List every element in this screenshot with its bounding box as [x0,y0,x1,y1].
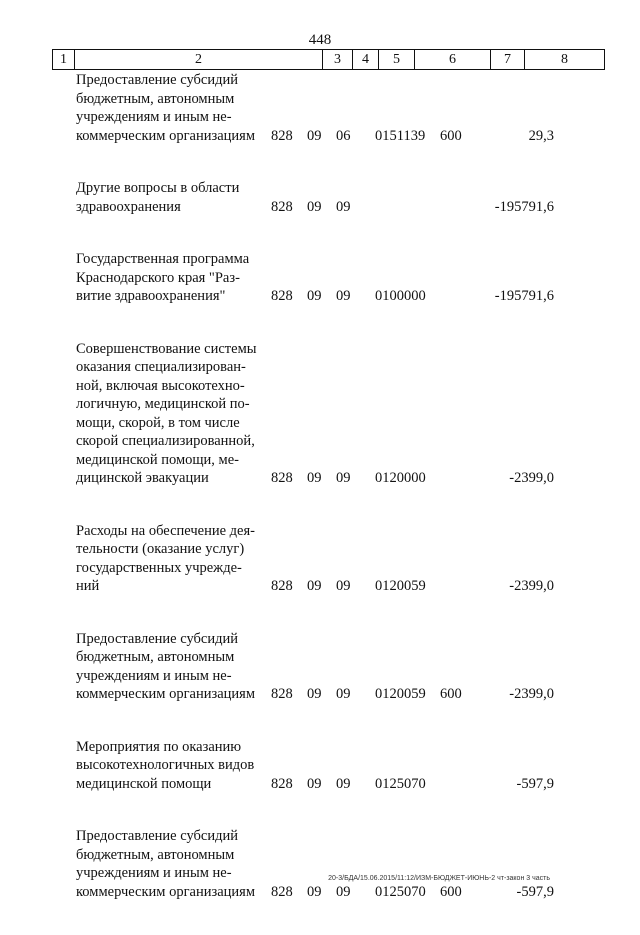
row-description: Мероприятия по оказанию высокотехнологичных видов медицинской помощи [76,738,255,792]
column-header-5: 5 [379,50,415,70]
row-code-subsection: 09 [336,470,351,486]
row-code-target: 0125070 [375,883,426,900]
row-code-section: 09 [307,470,322,486]
column-header-2: 2 [75,50,323,70]
table-row [0,179,640,216]
column-header-3: 3 [323,50,353,70]
row-code-target: 0100000 [375,288,426,304]
row-amount: -597,9 [516,883,554,900]
column-header-1: 1 [53,50,75,70]
row-code-ministry: 828 [271,198,293,215]
row-code-section: 09 [307,198,322,215]
row-code-ministry: 828 [271,288,293,304]
column-header-row [53,50,605,70]
row-amount: -2399,0 [509,578,554,594]
table-row [0,827,640,901]
table-row [0,250,640,306]
row-code-section: 09 [307,686,322,702]
column-header-6: 6 [415,50,491,70]
row-amount: -195791,6 [494,288,554,304]
document-footer: 20-3/БДА/15.06.2015/11:12/ИЗМ-БЮДЖЕТ-ИЮНЬ-2 чт-закон 3 часть [328,875,550,882]
table-row [0,340,640,488]
row-code-target: 0120059 [375,686,426,702]
row-code-subsection: 09 [336,288,351,304]
row-description: Государственная программа Краснодарского края "Раз- витие здравоохранения" [76,251,250,304]
row-code-section: 09 [307,775,322,792]
row-amount: -2399,0 [509,470,554,486]
row-amount: 29,3 [528,127,554,144]
row-code-ministry: 828 [271,127,293,144]
table-row [0,522,640,596]
row-code-section: 09 [307,578,322,594]
row-code-subsection: 06 [336,127,351,144]
row-amount: -2399,0 [509,686,554,702]
row-code-ministry: 828 [271,470,293,486]
row-code-subsection: 09 [336,198,351,215]
row-amount: -597,9 [516,775,554,792]
row-description: Предоставление субсидий бюджетным, автономным учреждениям и иным не- коммерческим организациям [76,828,256,900]
row-code-section: 09 [307,127,322,144]
row-code-target: 0151139 [375,127,426,144]
budget-rows [0,71,640,935]
column-header-8: 8 [525,50,605,70]
row-code-target: 0120000 [375,470,426,486]
table-row [0,630,640,704]
row-code-expense-type: 600 [440,127,462,144]
row-code-subsection: 09 [336,883,351,900]
table-row [0,71,640,145]
page-number: 448 [308,32,332,48]
row-amount: -195791,6 [494,198,554,215]
column-header-7: 7 [491,50,525,70]
row-code-ministry: 828 [271,883,293,900]
row-code-ministry: 828 [271,578,293,594]
row-code-expense-type: 600 [440,883,462,900]
row-code-subsection: 09 [336,775,351,792]
row-code-section: 09 [307,883,322,900]
row-code-expense-type: 600 [440,686,462,702]
table-row [0,738,640,794]
row-code-section: 09 [307,288,322,304]
column-header-4: 4 [353,50,379,70]
column-header-table [52,49,605,70]
row-code-ministry: 828 [271,775,293,792]
row-description: Предоставление субсидий бюджетным, автономным учреждениям и иным не- коммерческим организациям [76,72,256,144]
row-code-target: 0120059 [375,578,426,594]
row-code-subsection: 09 [336,578,351,594]
row-code-ministry: 828 [271,686,293,702]
row-description: Расходы на обеспечение дея- тельности (оказание услуг) государственных учрежде- ний [76,522,255,594]
row-code-subsection: 09 [336,686,351,702]
row-code-target: 0125070 [375,775,426,792]
row-description: Совершенствование системы оказания специализирован- ной, включая высокотехно- логичную, медицинской по- мощи, скорой, в том числе скорой специализированной, медицинской помощи, ме- дицинской эвакуации [76,340,257,486]
row-description: Другие вопросы в области здравоохранения [76,180,240,215]
row-description: Предоставление субсидий бюджетным, автономным учреждениям и иным не- коммерческим организациям [76,630,256,702]
